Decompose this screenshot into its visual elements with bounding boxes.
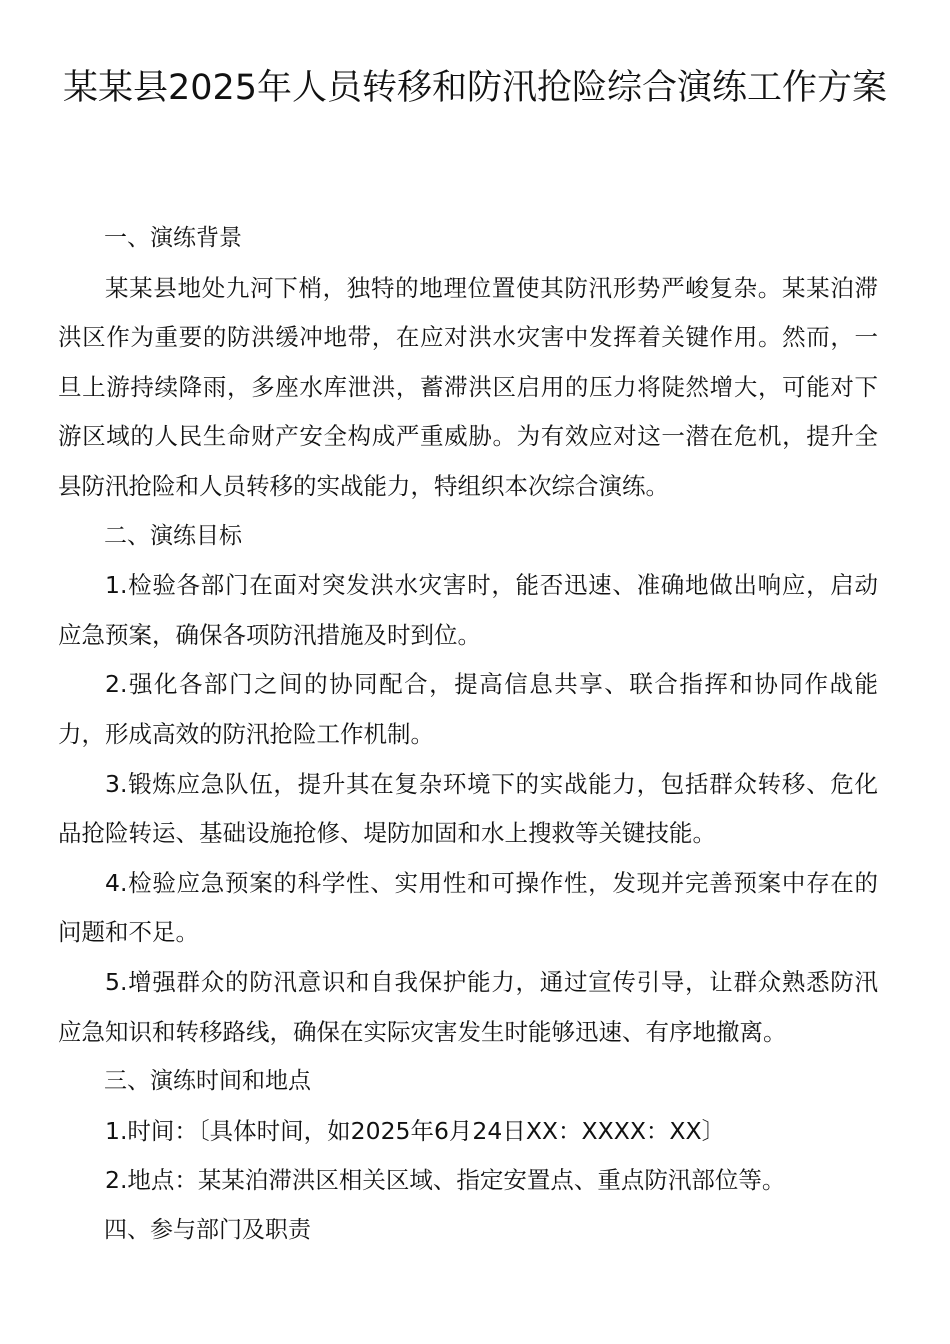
paragraph-goal-2: 2.强化各部门之间的协同配合，提高信息共享、联合指挥和协同作战能力，形成高效的防汛抢险工作机制。 xyxy=(58,670,878,748)
paragraph-background: 某某县地处九河下梢，独特的地理位置使其防汛形势严峻复杂。某某泊滞洪区作为重要的防洪缓冲地带，在应对洪水灾害中发挥着关键作用。然而，一旦上游持续降雨，多座水库泄洪，蓄滞洪区启用的压力将陡然增大，可能对下游区域的人民生命财产安全构成严重威胁。为有效应对这一潜在危机，提升全县防汛抢险和人员转移的实战能力，特组织本次综合演练。 xyxy=(58,273,878,500)
document-body xyxy=(58,214,878,1255)
paragraph-location: 2.地点：某某泊滞洪区相关区域、指定安置点、重点防汛部位等。 xyxy=(105,1166,786,1195)
document-title: 某某县2025年人员转移和防汛抢险综合演练工作方案 xyxy=(62,68,888,108)
paragraph-goal-5: 5.增强群众的防汛意识和自我保护能力，通过宣传引导，让群众熟悉防汛应急知识和转移路线，确保在实际灾害发生时能够迅速、有序地撤离。 xyxy=(58,967,878,1046)
section-heading-time-location: 三、演练时间和地点 xyxy=(104,1068,311,1095)
section-heading-departments: 四、参与部门及职责 xyxy=(104,1216,311,1243)
paragraph-goal-4: 4.检验应急预案的科学性、实用性和可操作性，发现并完善预案中存在的问题和不足。 xyxy=(58,868,878,947)
paragraph-goal-1: 1.检验各部门在面对突发洪水灾害时，能否迅速、准确地做出响应，启动应急预案，确保各项防汛措施及时到位。 xyxy=(58,571,878,649)
paragraph-goal-3: 3.锻炼应急队伍，提升其在复杂环境下的实战能力，包括群众转移、危化品抢险转运、基础设施抢修、堤防加固和水上搜救等关键技能。 xyxy=(58,769,878,848)
section-heading-background: 一、演练背景 xyxy=(104,225,242,251)
section-heading-goals: 二、演练目标 xyxy=(104,522,242,549)
paragraph-time: 1.时间：〔具体时间，如2025年6月24日XX：XXXX：XX〕 xyxy=(105,1116,726,1145)
